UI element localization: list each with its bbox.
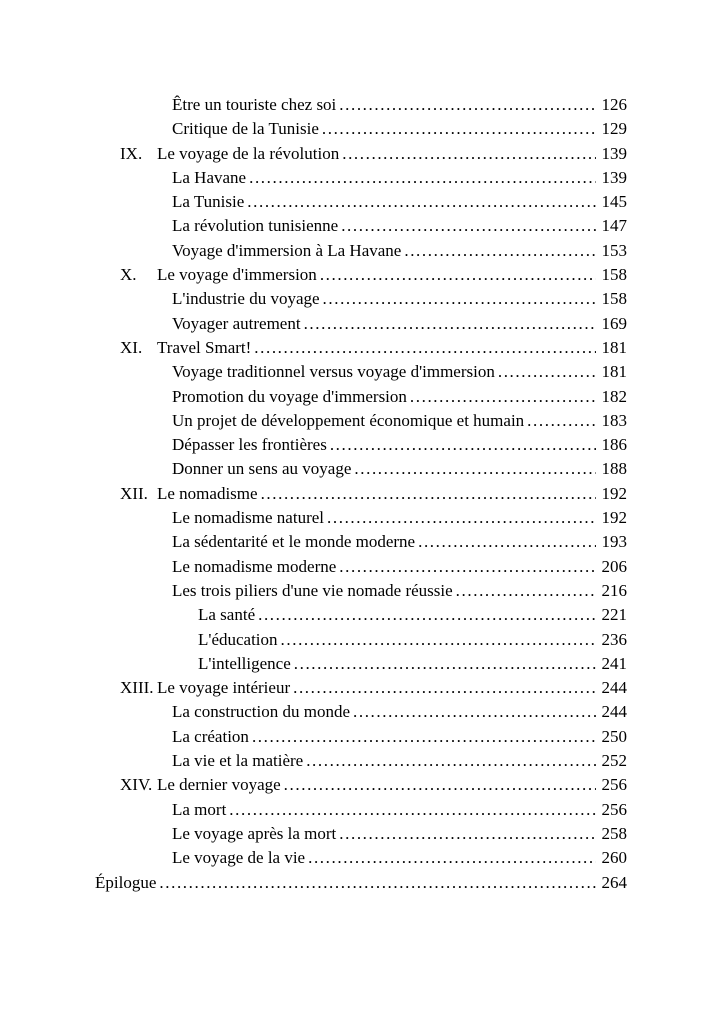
dot-leader [281,628,596,652]
dot-leader [498,360,596,384]
entry-title: Voyager autrement [172,313,301,333]
dot-leader [327,506,596,530]
page-number: 193 [601,532,627,552]
toc-entry [95,336,627,360]
entry-title: La création [172,726,249,746]
page-number: 252 [601,751,627,771]
entry-title: Voyage d'immersion à La Havane [172,240,402,260]
entry-title: Un projet de développement économique et humain [172,410,525,430]
dot-leader [294,652,596,676]
toc-entry [95,822,627,846]
toc-entry [95,676,627,700]
entry-title: Donner un sens au voyage [172,459,352,479]
entry-title: Le voyage de la vie [172,848,306,868]
dot-leader [252,725,596,749]
dot-leader [339,822,596,846]
page-number: 221 [601,605,627,625]
toc-entry [95,287,627,311]
page-number: 256 [601,799,627,819]
entry-title: Travel Smart! [157,337,252,357]
chapter-numeral: X. [120,265,137,285]
toc-entry [95,628,627,652]
entry-title: Épilogue [95,872,157,892]
dot-leader [339,555,596,579]
entry-title: Le voyage de la révolution [157,143,340,163]
toc-entry [95,263,627,287]
dot-leader [261,482,596,506]
entry-title: Le nomadisme [157,483,258,503]
toc-entry [95,749,627,773]
page-number: 244 [601,678,627,698]
toc-entry [95,190,627,214]
entry-title: La vie et la matière [172,751,304,771]
page-number: 181 [601,362,627,382]
dot-leader [258,603,596,627]
toc-entry [95,433,627,457]
entry-title: Le voyage après la mort [172,823,337,843]
dot-leader [322,117,596,141]
toc-entry [95,530,627,554]
dot-leader [342,142,596,166]
dot-leader [247,190,596,214]
toc-entry [95,385,627,409]
page-number: 186 [601,435,627,455]
toc-entry [95,773,627,797]
page-number: 192 [601,508,627,528]
toc-entry [95,482,627,506]
dot-leader [404,239,596,263]
page-number: 145 [601,192,627,212]
entry-title: Dépasser les frontières [172,435,327,455]
page-number: 192 [601,483,627,503]
page-number: 129 [601,119,627,139]
toc-entry [95,239,627,263]
toc-entry [95,846,627,870]
dot-leader [159,871,596,895]
page-number: 244 [601,702,627,722]
page-number: 147 [601,216,627,236]
toc-entry [95,603,627,627]
toc-entry [95,142,627,166]
entry-title: Le dernier voyage [157,775,281,795]
entry-title: L'industrie du voyage [172,289,320,309]
dot-leader [410,385,596,409]
entry-title: Promotion du voyage d'immersion [172,386,407,406]
page-number: 250 [601,726,627,746]
toc-entry [95,798,627,822]
entry-title: Être un touriste chez soi [172,95,337,114]
entry-title: Le nomadisme moderne [172,556,337,576]
dot-leader [341,214,596,238]
entry-title: La sédentarité et le monde moderne [172,532,416,552]
dot-leader [229,798,596,822]
page-number: 183 [601,410,627,430]
chapter-numeral: IX. [120,143,143,163]
page-number: 256 [601,775,627,795]
page-number: 139 [601,167,627,187]
toc-entry [95,725,627,749]
page-number: 188 [601,459,627,479]
entry-title: L'éducation [198,629,278,649]
dot-leader [306,749,596,773]
page-number: 182 [601,386,627,406]
entry-title: Voyage traditionnel versus voyage d'immersion [172,362,495,382]
dot-leader [293,676,596,700]
toc-entry [95,457,627,481]
entry-title: La révolution tunisienne [172,216,339,236]
entry-title: L'intelligence [198,653,291,673]
dot-leader [308,846,596,870]
entry-title: La santé [198,605,256,625]
dot-leader [304,312,596,336]
page-number: 169 [601,313,627,333]
entry-title: La construction du monde [172,702,350,722]
toc-entry [95,700,627,724]
toc-entry [95,93,627,117]
page-number: 236 [601,629,627,649]
chapter-numeral: XIV. [120,775,153,795]
entry-title: Le voyage d'immersion [157,265,317,285]
dot-leader [320,263,596,287]
page-number: 206 [601,556,627,576]
dot-leader [353,700,596,724]
dot-leader [339,93,596,117]
toc-entry [95,871,627,895]
dot-leader [456,579,596,603]
page-number: 153 [601,240,627,260]
dot-leader [527,409,596,433]
page-number: 258 [601,823,627,843]
toc-entry [95,312,627,336]
dot-leader [284,773,596,797]
toc-entry [95,555,627,579]
table-of-contents [95,93,627,895]
page-number: 260 [601,848,627,868]
page-number: 241 [601,653,627,673]
dot-leader [330,433,596,457]
page-number: 126 [601,95,627,114]
page-number: 264 [601,872,627,892]
entry-title: Le voyage intérieur [157,678,291,698]
toc-entry [95,166,627,190]
toc-entry [95,117,627,141]
page-number: 158 [601,265,627,285]
dot-leader [249,166,596,190]
dot-leader [323,287,596,311]
chapter-numeral: XIII. [120,678,154,698]
toc-entry [95,409,627,433]
page-number: 139 [601,143,627,163]
page-number: 216 [601,580,627,600]
entry-title: La Tunisie [172,192,245,212]
toc-entry [95,506,627,530]
toc-entry [95,214,627,238]
dot-leader [354,457,596,481]
chapter-numeral: XI. [120,337,143,357]
entry-title: Les trois piliers d'une vie nomade réussie [172,580,453,600]
toc-entry [95,360,627,384]
page-number: 158 [601,289,627,309]
chapter-numeral: XII. [120,483,148,503]
page-number: 181 [601,337,627,357]
toc-entry [95,652,627,676]
entry-title: La mort [172,799,227,819]
entry-title: La Havane [172,167,247,187]
dot-leader [418,530,596,554]
toc-entry [95,579,627,603]
entry-title: Critique de la Tunisie [172,119,319,139]
dot-leader [254,336,596,360]
entry-title: Le nomadisme naturel [172,508,325,528]
